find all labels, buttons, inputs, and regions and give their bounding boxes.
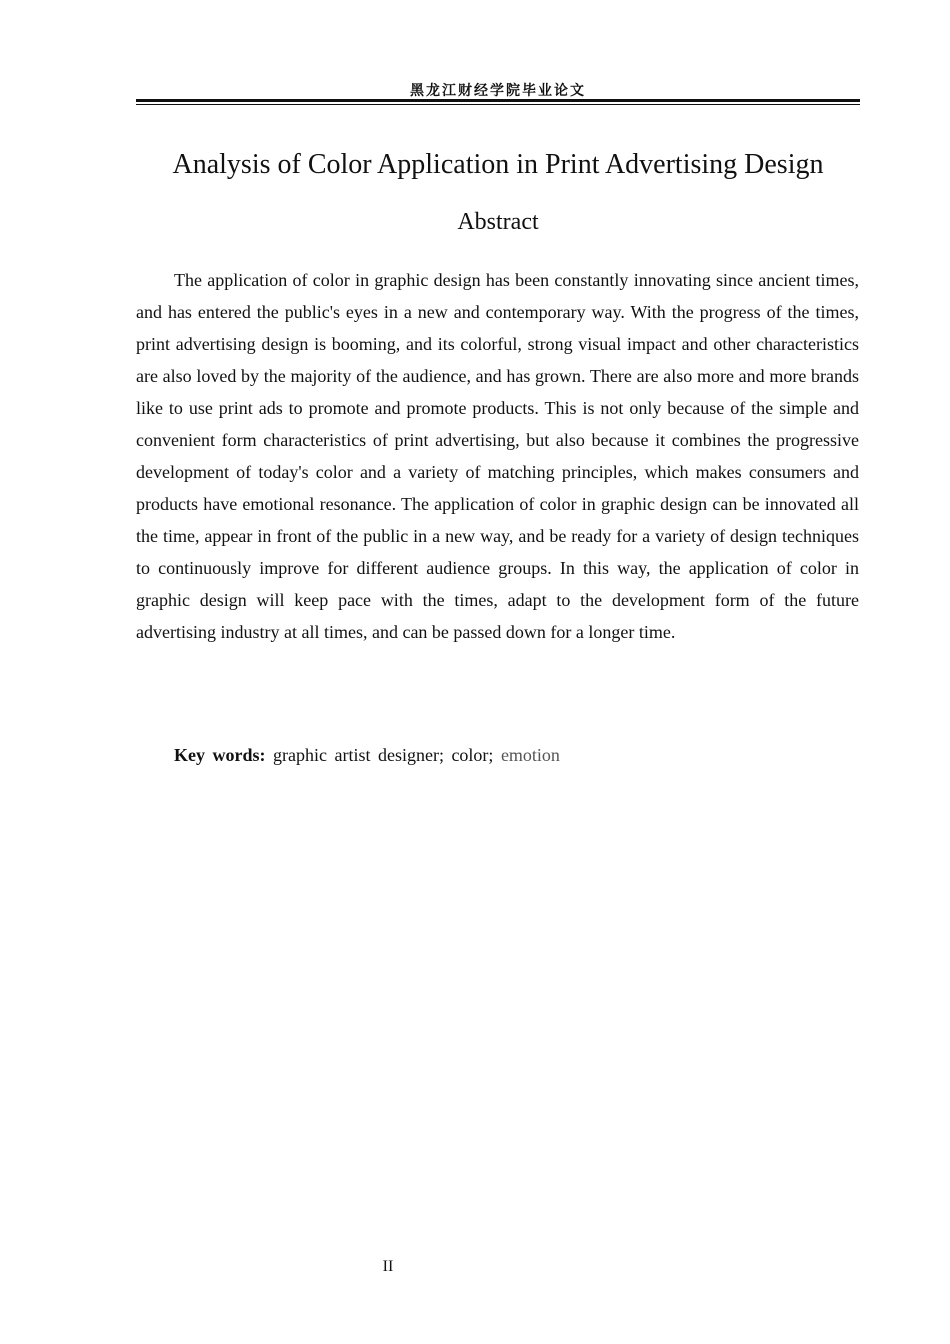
keywords-list: graphic artist designer; color; [265, 745, 501, 765]
keyword-emotion: emotion [500, 745, 560, 765]
keywords-line [174, 740, 860, 770]
header-rule-thick [136, 99, 860, 102]
abstract-heading: Abstract [457, 209, 539, 235]
document-title: Analysis of Color Application in Print Advertising Design [172, 149, 824, 180]
abstract-paragraph: The application of color in graphic design has been constantly innovating since ancient times, and has entered the public's eyes in a new and contemporary way. With the progress of the times, print advertising design is booming, and its colorful, strong visual impact and other characteristics are also loved by the majority of the audience, and has grown. There are also more and more brands like to use print ads to promote and promote products. This is not only because of the simple and convenient form characteristics of print advertising, but also because it combines the progressive development of today's color and a variety of matching principles, which makes consumers and products have emotional resonance. The application of color in graphic design can be innovated all the time, appear in front of the public in a new way, and be ready for a variety of design techniques to continuously improve for different audience groups. In this way, the application of color in graphic design will keep pace with the times, adapt to the development form of the future advertising industry at all times, and can be passed down for a longer time. [136, 270, 859, 642]
page-number: II [382, 1258, 394, 1275]
header-rule-thin [136, 104, 860, 105]
running-header: 黑龙江财经学院毕业论文 [410, 83, 586, 99]
keywords-label: Key words: [174, 745, 266, 765]
